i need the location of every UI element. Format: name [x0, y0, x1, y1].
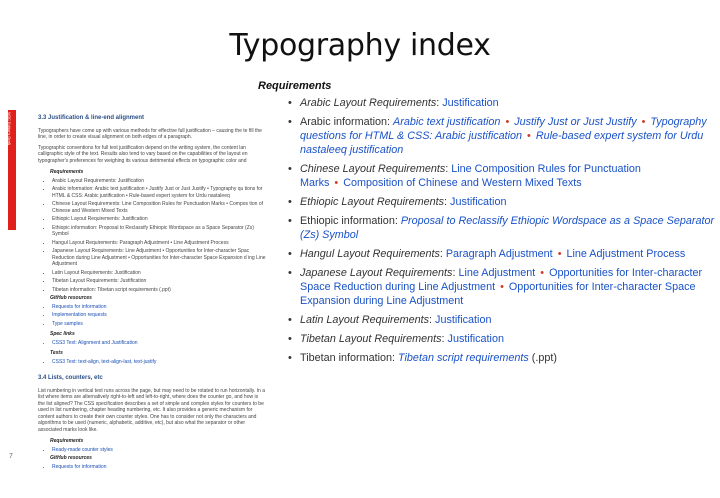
- tests-label: Tests: [50, 350, 63, 356]
- section-3-3-paragraph-2: Typographic conventions for full text justification depend on the writing system, the content lan calligraphic style of the text. Results also tend to vary based on the capabilities of the layout en typographer's preferences for weighing its various detrimental effects on typographic color and: [38, 144, 248, 164]
- requirement-title: Hangul Layout Requirements: [300, 248, 440, 260]
- requirement-item: [300, 115, 718, 157]
- section-3-3-heading: 3.3 Justification & line-end alignment: [38, 115, 145, 121]
- requirement-text: :: [436, 97, 443, 109]
- requirement-item: [300, 214, 718, 242]
- requirement-link[interactable]: Rule-based expert system for Urdu nastaleeq justification: [300, 130, 704, 156]
- requirements-label: Requirements: [50, 169, 84, 175]
- requirement-link[interactable]: Justification: [435, 314, 492, 326]
- requirement-item: [300, 332, 718, 346]
- requirement-text: :: [445, 163, 452, 175]
- requirement-item: [300, 266, 718, 308]
- requirement-text: (.ppt): [528, 352, 557, 364]
- spec-links-list: [38, 340, 266, 347]
- separator-bullet: •: [641, 116, 646, 128]
- requirement-title: Ethiopic Layout Requirements: [300, 196, 445, 208]
- requirement-title: Japanese Layout Requirements: [300, 267, 453, 279]
- small-requirement-item: • Tibetan information: Tibetan script requirements (.ppt): [52, 287, 266, 294]
- requirement-link[interactable]: Line Adjustment Process: [566, 248, 686, 260]
- section-3-3-paragraph-1: Typographers have come up with various methods for effective full justification – causing the te fill the line, in order to create visual alignment on both edges of a paragraph.: [38, 127, 262, 140]
- requirement-link[interactable]: Paragraph Adjustment: [445, 248, 553, 260]
- requirement-text: :: [452, 267, 459, 279]
- separator-bullet: •: [557, 248, 562, 260]
- s34-github-label: GitHub resources: [50, 455, 92, 461]
- requirement-item: [300, 162, 718, 190]
- editors-draft-tab-text: W3C Editor's Draft: [7, 112, 12, 145]
- requirement-title: Tibetan Layout Requirements: [300, 333, 442, 345]
- small-requirement-item: • Tibetan Layout Requirements: Justification: [52, 278, 266, 285]
- requirement-item: [300, 313, 718, 327]
- spec-link[interactable]: • CSS3 Text: Alignment and Justification: [52, 340, 266, 347]
- section-3-3: [38, 115, 266, 472]
- requirement-text: :: [444, 196, 451, 208]
- small-requirement-item: • Arabic information: Arabic text justification • Justify Just or Just Justify • Typography qu tions for HTML & CSS: Arabic justification • Rule-based expert system for Urdu nastaleeq: [52, 186, 266, 199]
- requirement-item: [300, 247, 718, 261]
- spec-links-label: Spec links: [50, 331, 75, 337]
- slide-title: Typography index: [229, 28, 491, 63]
- github-resources-list: [38, 304, 266, 328]
- s34-github-list: [38, 464, 266, 471]
- separator-bullet: •: [500, 281, 504, 293]
- requirement-link[interactable]: Line Composition Rules for Punctuation Marks: [300, 163, 641, 189]
- requirement-link[interactable]: Justification: [442, 97, 499, 109]
- requirement-title: Latin Layout Requirements: [300, 314, 430, 326]
- requirement-link[interactable]: Justify Just or Just Justify: [514, 116, 637, 128]
- editors-draft-tab: [8, 110, 16, 230]
- document-page-thumbnail: [8, 96, 270, 481]
- small-requirement-item: • Latin Layout Requirements: Justification: [52, 270, 266, 277]
- github-resource-link[interactable]: • Requests for information: [52, 304, 266, 311]
- requirement-link[interactable]: Composition of Chinese and Western Mixed Texts: [343, 177, 582, 189]
- test-link[interactable]: • CSS3 Text: text-align, text-align-last, text-justify: [52, 359, 266, 366]
- requirement-text: :: [429, 314, 436, 326]
- requirement-text: :: [441, 333, 448, 345]
- requirement-title: Chinese Layout Requirements: [300, 163, 446, 175]
- requirement-link[interactable]: Justification: [450, 196, 507, 208]
- requirement-link[interactable]: Line Adjustment: [458, 267, 536, 279]
- small-requirements-list: [38, 178, 266, 294]
- requirement-link[interactable]: Arabic text justification: [393, 116, 501, 128]
- separator-bullet: •: [505, 116, 510, 128]
- s34-requirement-link[interactable]: • Ready-made counter styles: [52, 447, 266, 454]
- requirement-link[interactable]: Tibetan script requirements: [398, 352, 529, 364]
- zoomed-requirements-panel: [258, 80, 718, 370]
- s34-requirements-label: Requirements: [50, 438, 84, 444]
- section-3-4-heading: 3.4 Lists, counters, etc: [38, 375, 103, 381]
- small-requirement-item: • Ethiopic Layout Requirements: Justification: [52, 216, 266, 223]
- section-3-4-paragraph: List numbering in vertical text runs across the page, but may need to be rotated to run horizontally. In a list where items are alternatively right-to-left and left-to-right, where does the counter go, and how is the list aligned? The CSS specification describes a set of simple and complex styles for counters to be used in list numbering, chapter heading numbering, etc. It also provides a generic mechanism for content authors to create their own counter styles. One has to consider not only the characters and algorithms to be used (numeric, alphabetic, additive, etc), but also what the separator or other associated marks look like.: [38, 387, 265, 433]
- requirement-link[interactable]: Justification: [447, 333, 504, 345]
- requirement-link[interactable]: Opportunities for Inter-character Space Reduction during Line Adjustment: [300, 267, 703, 293]
- requirement-link[interactable]: Proposal to Reclassify Ethiopic Wordspace as a Space Separator (Zs) Symbol: [300, 215, 715, 241]
- zoomed-requirements-heading: Requirements: [258, 80, 332, 92]
- requirement-title: Arabic Layout Requirements: [300, 97, 437, 109]
- zoomed-requirements-list: [258, 96, 718, 365]
- requirement-link[interactable]: Opportunities for Inter-character Space Expansion during Line Adjustment: [300, 281, 696, 307]
- requirement-item: [300, 351, 718, 365]
- small-requirement-item: • Hangul Layout Requirements: Paragraph Adjustment • Line Adjustment Process: [52, 240, 266, 247]
- requirement-text: Tibetan information:: [300, 352, 399, 364]
- page-number: 7: [9, 453, 13, 460]
- separator-bullet: •: [527, 130, 531, 142]
- small-requirement-item: • Chinese Layout Requirements: Line Composition Rules for Punctuation Marks • Compos tion of Chinese and Western Mixed Texts: [52, 201, 266, 214]
- requirement-text: Arabic information:: [300, 116, 394, 128]
- requirement-item: [300, 96, 718, 110]
- github-resource-link[interactable]: • Type samples: [52, 321, 266, 328]
- small-requirement-item: • Ethiopic information: Proposal to Reclassify Ethiopic Wordspace as a Space Separator (Zs) Symbol: [52, 225, 266, 238]
- small-requirement-item: • Japanese Layout Requirements: Line Adjustment • Opportunities for Inter-character Spac Reduction during Line Adjustment • Opportunities for Inter-character Space Expansion d ing Line Adjustment: [52, 248, 266, 268]
- s34-github-link[interactable]: • Requests for information: [52, 464, 266, 471]
- s34-requirements-list: [38, 447, 266, 454]
- github-resources-label: GitHub resources: [50, 295, 92, 301]
- separator-bullet: •: [540, 267, 545, 279]
- requirement-item: [300, 195, 718, 209]
- requirement-text: :: [439, 248, 446, 260]
- tests-list: [38, 359, 266, 366]
- separator-bullet: •: [334, 177, 339, 189]
- requirement-text: Ethiopic information:: [300, 215, 401, 227]
- github-resource-link[interactable]: • Implementation requests: [52, 312, 266, 319]
- small-requirement-item: • Arabic Layout Requirements: Justification: [52, 178, 266, 185]
- requirement-link[interactable]: Typography questions for HTML & CSS: Arabic justification: [300, 116, 707, 142]
